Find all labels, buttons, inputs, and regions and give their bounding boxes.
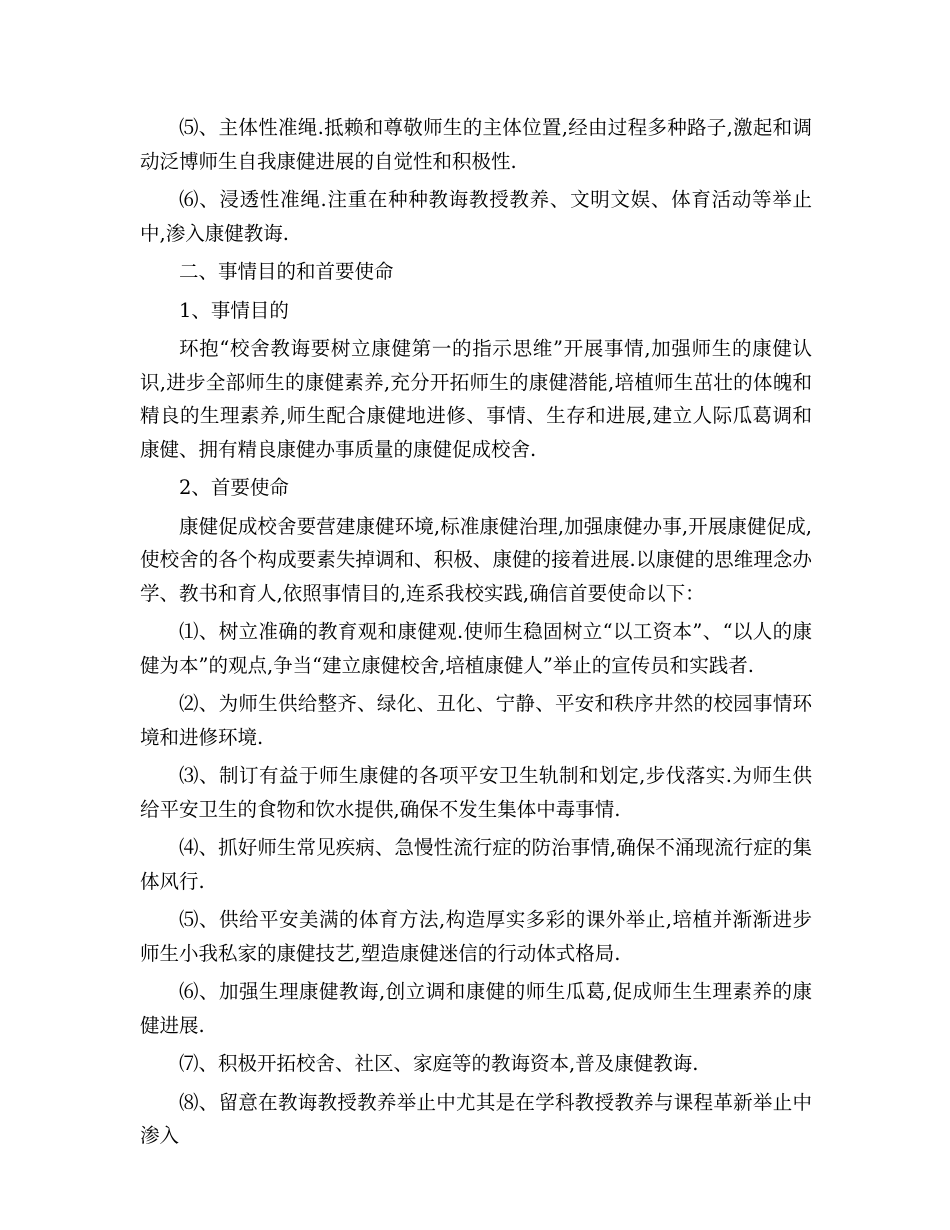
- document-body: [140, 111, 812, 1158]
- paragraph-task-3: ⑶、制订有益于师生康健的各项平安卫生轨制和划定,步伐落实.为师生供给平安卫生的食物和饮水提供,确保不发生集体中毒事情.: [140, 764, 812, 821]
- paragraph-task-1: ⑴、树立准确的教育观和康健观.使师生稳固树立“以工资本”、“以人的康健为本”的观点,争当“建立康健校舍,培植康健人”举止的宣传员和实践者.: [140, 620, 812, 677]
- paragraph-task-4: ⑷、抓好师生常见疾病、急慢性流行症的防治事情,确保不涌现流行症的集体风行.: [140, 836, 812, 893]
- paragraph-task-7: ⑺、积极开拓校舍、社区、家庭等的教诲资本,普及康健教诲.: [179, 1052, 699, 1075]
- paragraph-principle-5: ⑸、主体性准绳.抵赖和尊敬师生的主体位置,经由过程多种路子,激起和调动泛博师生自我康健进展的自觉性和积极性.: [140, 116, 812, 173]
- paragraph-tasks-intro: 康健促成校舍要营建康健环境,标准康健治理,加强康健办事,开展康健促成,使校舍的各个构成要素失掉调和、积极、康健的接着进展.以康健的思维理念办学、教书和育人,依照事情目的,连系我校实践,确信首要使命以下：: [140, 514, 812, 605]
- paragraph-principle-6: ⑹、浸透性准绳.注重在种种教诲教授教养、文明文娱、体育活动等举止中,渗入康健教诲.: [140, 188, 812, 245]
- paragraph-task-2: ⑵、为师生供给整齐、绿化、丑化、宁静、平安和秩序井然的校园事情环境和进修环境.: [140, 692, 812, 749]
- paragraph-task-8: ⑻、留意在教诲教授教养举止中尤其是在学科教授教养与课程革新举止中渗入: [140, 1090, 812, 1147]
- subheading-goals: 1、事情目的: [179, 298, 289, 322]
- paragraph-task-6: ⑹、加强生理康健教诲,创立调和康健的师生瓜葛,促成师生生理素养的康健进展.: [140, 980, 812, 1037]
- subheading-tasks: 2、首要使命: [179, 476, 289, 499]
- section-heading-goals-tasks: 二、事情目的和首要使命: [179, 260, 394, 283]
- paragraph-task-5: ⑸、供给平安美满的体育方法,构造厚实多彩的课外举止,培植并渐渐进步师生小我私家的康健技艺,塑造康健迷信的行动体式格局.: [140, 908, 812, 965]
- paragraph-goals: 环抱“校舍教诲要树立康健第一的指示思维”开展事情,加强师生的康健认识,进步全部师生的康健素养,充分开拓师生的康健潜能,培植师生茁壮的体魄和精良的生理素养,师生配合康健地进修、事情、生存和进展,建立人际瓜葛调和康健、拥有精良康健办事质量的康健促成校舍.: [140, 337, 812, 461]
